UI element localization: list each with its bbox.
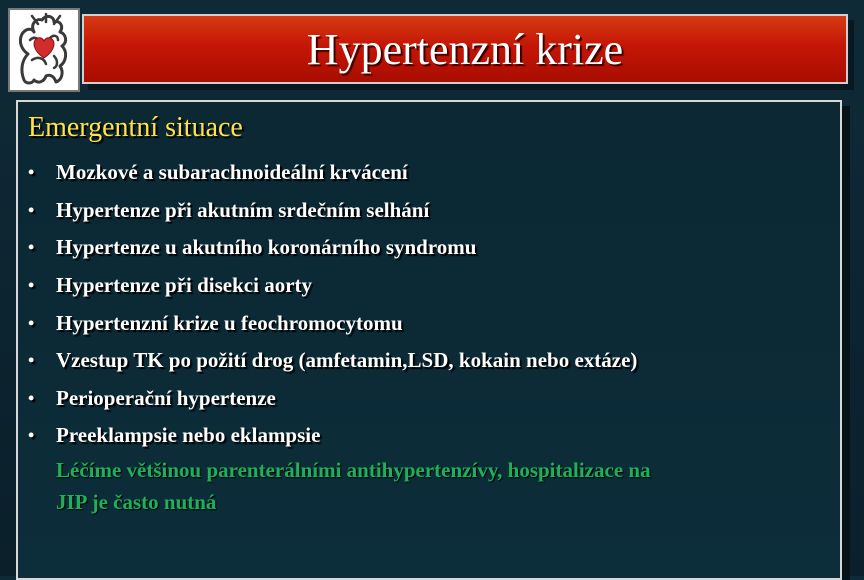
list-item <box>28 154 818 192</box>
heraldic-lion-icon <box>10 10 78 90</box>
list-item-text: Hypertenze při disekci aorty <box>56 273 313 298</box>
list-item-text: Hypertenze u akutního koronárního syndromu <box>56 235 477 260</box>
bullet-icon: • <box>28 312 35 333</box>
list-item <box>28 229 818 267</box>
list-item-text: Hypertenzní krize u feochromocytomu <box>56 310 403 335</box>
list-item <box>28 417 818 455</box>
title-bar <box>82 14 848 84</box>
list-item <box>28 342 818 380</box>
list-item-text: Preeklampsie nebo eklampsie <box>56 423 321 448</box>
section-subtitle: Emergentní situace <box>28 112 243 143</box>
bullet-list <box>28 154 818 455</box>
list-item-text: Vzestup TK po požití drog (amfetamin,LSD, kokain nebo extáze) <box>56 348 638 373</box>
list-item <box>28 192 818 230</box>
treatment-note <box>56 454 816 518</box>
bullet-icon: • <box>28 387 35 408</box>
content-panel <box>16 100 842 580</box>
treatment-note-line-2: JIP je často nutná <box>56 490 217 514</box>
list-item <box>28 304 818 342</box>
list-item-text: Mozkové a subarachnoideální krvácení <box>56 160 408 185</box>
list-item <box>28 267 818 305</box>
page-title: Hypertenzní krize <box>306 24 624 74</box>
bullet-icon: • <box>28 237 35 258</box>
list-item-text: Hypertenze při akutním srdečním selhání <box>56 197 430 222</box>
bullet-icon: • <box>28 162 35 183</box>
treatment-note-line-1: Léčíme většinou parenterálními antihypertenzívy, hospitalizace na <box>56 458 651 482</box>
bullet-icon: • <box>28 275 35 296</box>
bullet-icon: • <box>28 199 35 220</box>
bullet-icon: • <box>28 425 35 446</box>
list-item-text: Perioperační hypertenze <box>56 385 276 410</box>
bullet-icon: • <box>28 350 35 371</box>
list-item <box>28 380 818 418</box>
logo <box>8 8 80 92</box>
